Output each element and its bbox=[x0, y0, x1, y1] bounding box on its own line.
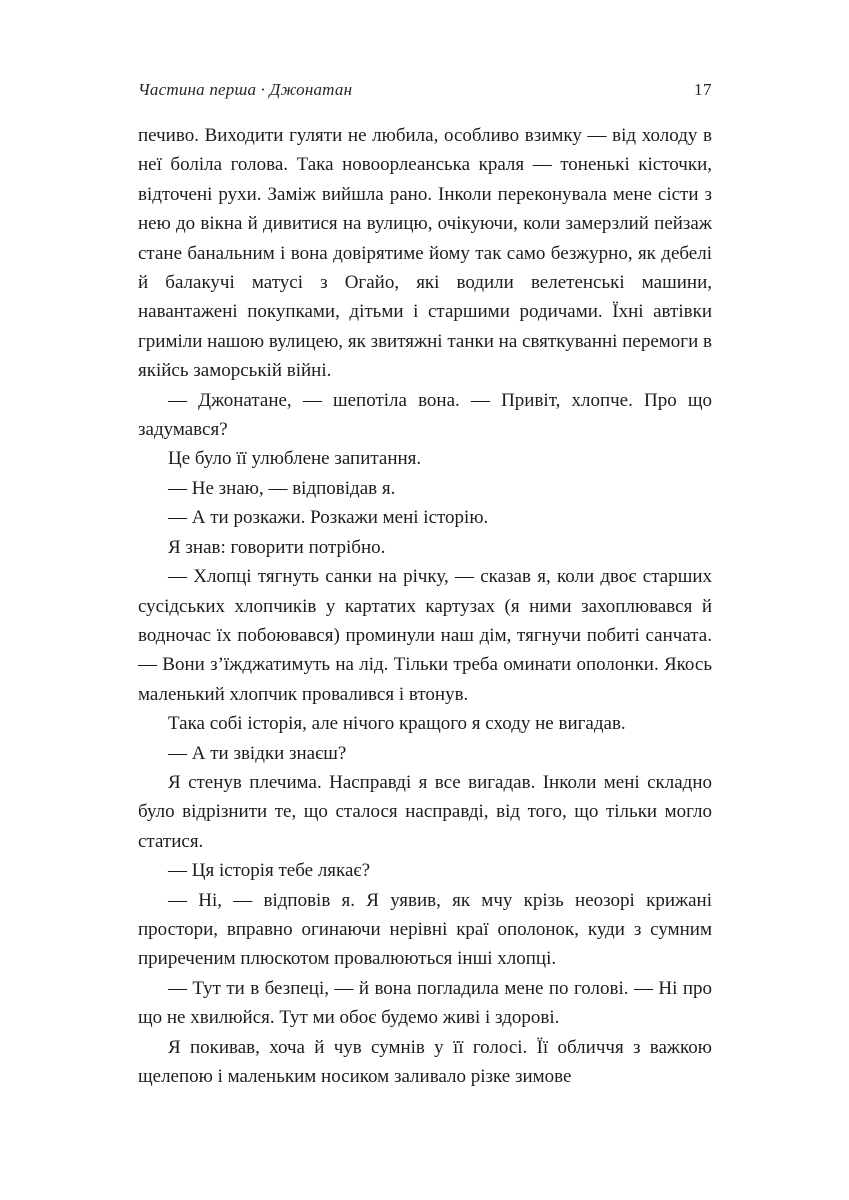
running-header bbox=[138, 80, 712, 100]
paragraph: печиво. Виходити гуляти не любила, особливо взимку — від холоду в неї боліла голова. Така новоорлеанська краля — тоненькі кісточки, відточені рухи. Заміж вийшла рано. Інколи переконувала мене сісти з нею до вікна й дивитися на вулицю, очікуючи, коли замерзлий пейзаж стане банальним і вона довірятиме йому так само безжурно, як дебелі й балакучі матусі з Огайо, які водили велетенські машини, навантажені покупками, дітьми і старшими родичами. Їхні автівки гриміли нашою вулицею, як звитяжні танки на святкуванні перемоги в якійсь заморській війні. bbox=[138, 125, 712, 382]
paragraph: — Ні, — відповів я. Я уявив, як мчу крізь неозорі крижані простори, вправно огинаючи нерівні краї ополонок, куди з сумним приреченим плюскотом провалюються інші хлопці. bbox=[138, 889, 712, 970]
page-number: 17 bbox=[694, 80, 712, 99]
paragraph: Така собі історія, але нічого кращого я сходу не вигадав. bbox=[168, 713, 626, 735]
paragraph: — Хлопці тягнуть санки на річку, — сказав я, коли двоє старших сусідських хлопчиків у картатих картузах (я ними захоплювався й водночас їх побоювався) проминули наш дім, тягнучи побиті санчата. — Вони з’їжджатимуть на лід. Тільки треба оминати ополонки. Якось маленький хлопчик провалився і втонув. bbox=[138, 566, 712, 705]
paragraph: — Ця історія тебе лякає? bbox=[168, 860, 371, 882]
paragraph: — Джонатане, — шепотіла вона. — Привіт, хлопче. Про що задумався? bbox=[138, 389, 712, 441]
paragraph: Я покивав, хоча й чув сумнів у її голосі. Її обличчя з важкою щелепою і маленьким носиком заливало різке зимове bbox=[138, 1036, 712, 1087]
paragraph: — Тут ти в безпеці, — й вона погладила мене по голові. — Ні про що не хвилюйся. Тут ми обоє будемо живі і здорові. bbox=[138, 977, 712, 1029]
paragraph: — А ти розкажи. Розкажи мені історію. bbox=[168, 507, 489, 529]
running-header-title: Частина перша · Джонатан bbox=[138, 80, 353, 99]
paragraph: Я знав: говорити потрібно. bbox=[168, 536, 386, 558]
page-body bbox=[138, 121, 712, 1091]
paragraph: Я стенув плечима. Насправді я все вигадав. Інколи мені складно було відрізнити те, що сталося насправді, від того, що тільки могло статися. bbox=[138, 771, 712, 852]
paragraph: Це було її улюблене запитання. bbox=[168, 448, 422, 470]
paragraph: — А ти звідки знаєш? bbox=[168, 742, 347, 764]
paragraph: — Не знаю, — відповідав я. bbox=[168, 477, 396, 499]
